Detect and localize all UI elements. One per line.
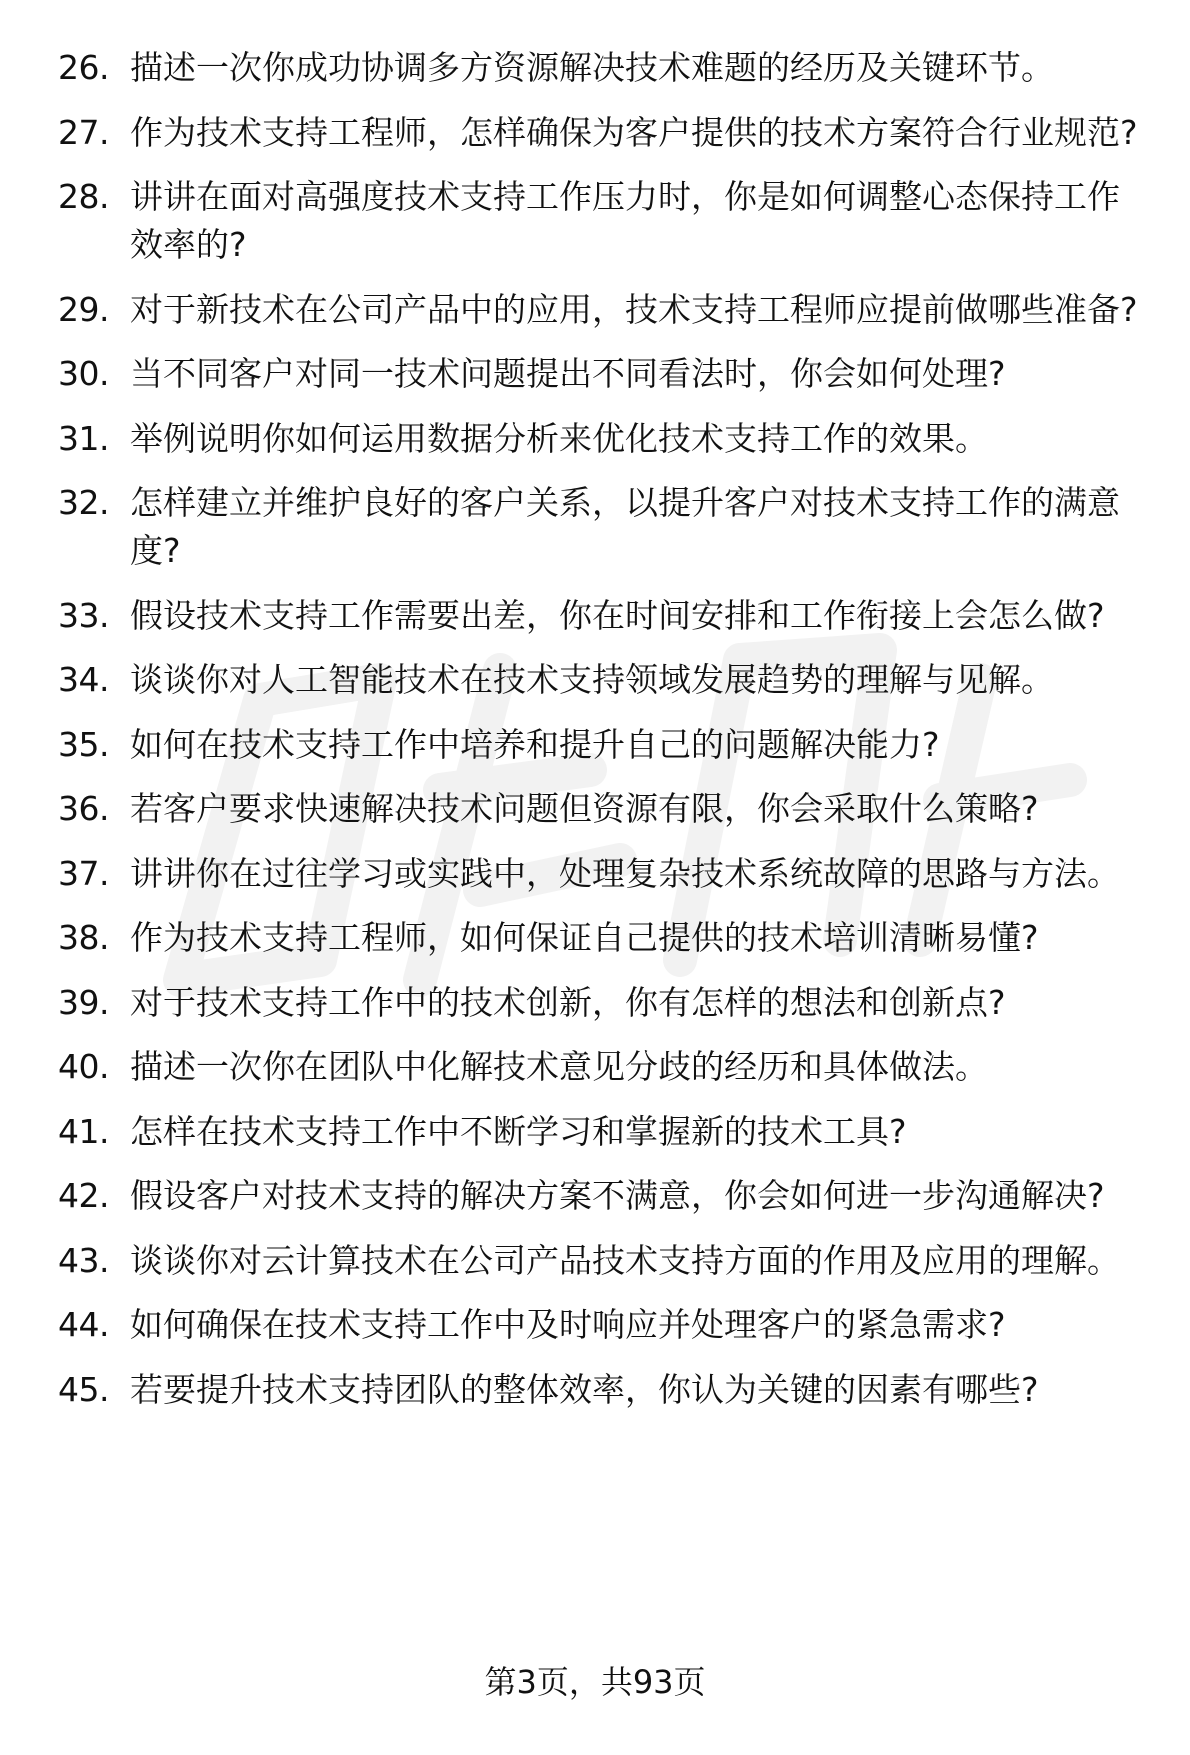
question-number: 30. — [58, 354, 109, 393]
question-text: 如何在技术支持工作中培养和提升自己的问题解决能力? — [130, 724, 940, 764]
question-number: 35. — [58, 724, 109, 764]
question-text: 假设客户对技术支持的解决方案不满意，你会如何进一步沟通解决? — [130, 1176, 1105, 1215]
page-footer: 第3页，共93页 — [484, 1663, 706, 1701]
question-text: 谈谈你对云计算技术在公司产品技术支持方面的作用及应用的理解。 — [130, 1240, 1120, 1280]
question-number: 26. — [58, 48, 109, 87]
question-text: 讲讲在面对高强度技术支持工作压力时，你是如何调整心态保持工作效率的? — [130, 177, 1120, 264]
question-item — [58, 1301, 1148, 1349]
question-item — [58, 1172, 1148, 1220]
question-item — [58, 914, 1148, 962]
question-item — [58, 592, 1148, 640]
question-text: 怎样在技术支持工作中不断学习和掌握新的技术工具? — [130, 1111, 907, 1151]
question-number: 33. — [58, 595, 109, 635]
question-text: 若客户要求快速解决技术问题但资源有限，你会采取什么策略? — [130, 789, 1039, 828]
question-text: 对于新技术在公司产品中的应用，技术支持工程师应提前做哪些准备? — [130, 289, 1138, 329]
question-text: 描述一次你在团队中化解技术意见分歧的经历和具体做法。 — [130, 1047, 988, 1086]
question-text: 怎样建立并维护良好的客户关系，以提升客户对技术支持工作的满意度? — [130, 483, 1120, 570]
question-text: 对于技术支持工作中的技术创新，你有怎样的想法和创新点? — [130, 982, 1006, 1022]
question-item — [58, 44, 1148, 92]
question-item — [58, 785, 1148, 833]
question-text: 谈谈你对人工智能技术在技术支持领域发展趋势的理解与见解。 — [130, 660, 1054, 699]
question-text: 若要提升技术支持团队的整体效率，你认为关键的因素有哪些? — [130, 1369, 1039, 1409]
question-item — [58, 286, 1148, 334]
question-text: 如何确保在技术支持工作中及时响应并处理客户的紧急需求? — [130, 1305, 1006, 1344]
question-number: 40. — [58, 1047, 109, 1086]
question-item — [58, 850, 1148, 898]
question-item — [58, 1237, 1148, 1285]
question-list — [58, 44, 1148, 1430]
question-number: 27. — [58, 112, 109, 152]
question-item — [58, 721, 1148, 769]
question-item — [58, 1366, 1148, 1414]
question-text: 举例说明你如何运用数据分析来优化技术支持工作的效果。 — [130, 418, 988, 458]
question-number: 28. — [58, 177, 109, 216]
question-text: 假设技术支持工作需要出差，你在时间安排和工作衔接上会怎么做? — [130, 595, 1105, 635]
question-number: 31. — [58, 418, 109, 458]
question-item — [58, 109, 1148, 157]
question-item — [58, 479, 1148, 575]
question-number: 39. — [58, 982, 109, 1022]
question-item — [58, 656, 1148, 704]
question-number: 45. — [58, 1369, 109, 1409]
question-number: 38. — [58, 918, 109, 957]
question-number: 36. — [58, 789, 109, 828]
question-number: 43. — [58, 1240, 109, 1280]
question-number: 44. — [58, 1305, 109, 1344]
question-item — [58, 1043, 1148, 1091]
question-item — [58, 350, 1148, 398]
question-text: 作为技术支持工程师，怎样确保为客户提供的技术方案符合行业规范? — [130, 112, 1138, 152]
question-item — [58, 173, 1148, 269]
question-item — [58, 1108, 1148, 1156]
question-item — [58, 415, 1148, 463]
question-number: 29. — [58, 289, 109, 329]
question-number: 32. — [58, 483, 109, 522]
question-text: 描述一次你成功协调多方资源解决技术难题的经历及关键环节。 — [130, 48, 1054, 87]
question-number: 41. — [58, 1111, 109, 1151]
question-number: 34. — [58, 660, 109, 699]
question-number: 42. — [58, 1176, 109, 1215]
question-text: 讲讲你在过往学习或实践中，处理复杂技术系统故障的思路与方法。 — [130, 853, 1120, 893]
question-item — [58, 979, 1148, 1027]
question-text: 作为技术支持工程师，如何保证自己提供的技术培训清晰易懂? — [130, 918, 1039, 957]
question-text: 当不同客户对同一技术问题提出不同看法时，你会如何处理? — [130, 354, 1006, 393]
question-number: 37. — [58, 853, 109, 893]
